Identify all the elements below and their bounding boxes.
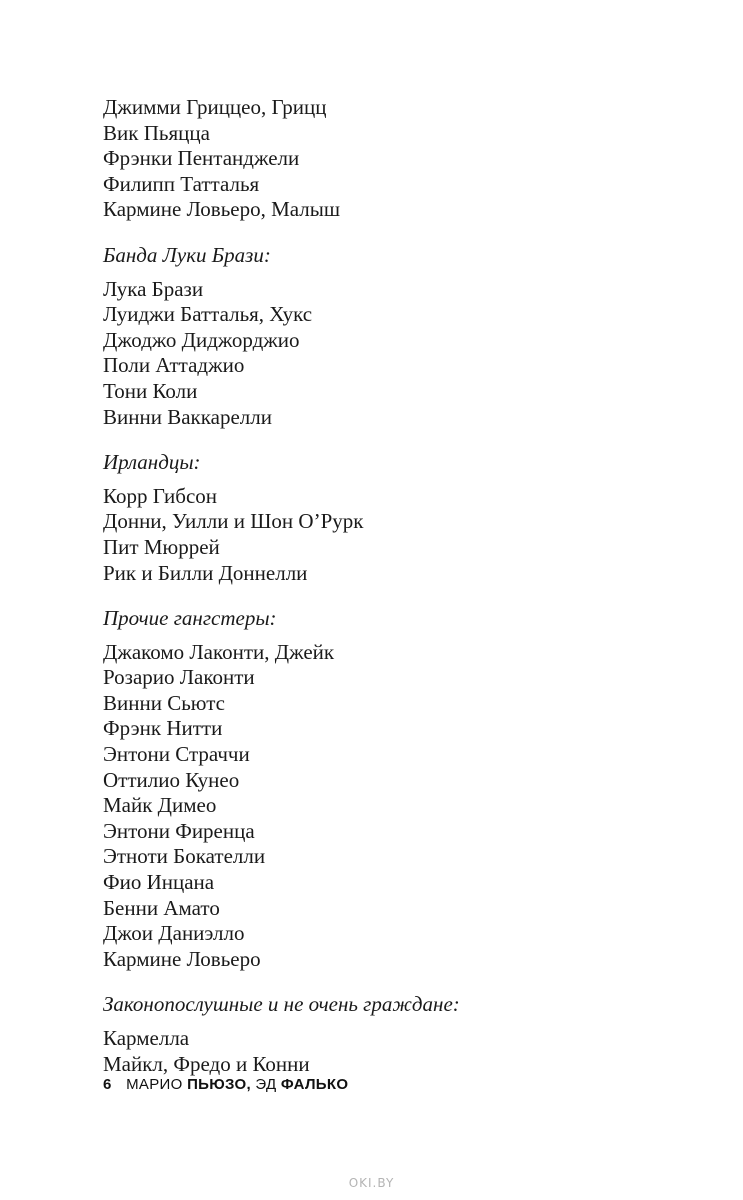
section-heading: Законопослушные и не очень граждане: <box>103 992 460 1017</box>
name-item: Джимми Гриццео, Грицц <box>103 95 327 119</box>
coauthor-last-name: ФАЛЬКО <box>280 1076 349 1093</box>
name-item: Рик и Билли Доннелли <box>103 560 308 585</box>
name-list <box>103 1026 663 1077</box>
section-luca-brasi-gang <box>103 243 663 430</box>
section-family-members <box>103 95 663 223</box>
watermark: OKI.BY <box>348 1176 395 1190</box>
section-heading: Банда Луки Брази: <box>103 242 271 267</box>
name-list <box>103 277 663 431</box>
name-item: Джои Даниэлло <box>103 921 245 946</box>
name-item: Джоджо Диджорджио <box>103 327 300 352</box>
name-item: Поли Аттаджио <box>103 353 245 378</box>
name-item: Розарио Лаконти <box>103 665 255 690</box>
section-other-gangsters <box>103 606 663 972</box>
name-list <box>103 95 663 223</box>
name-item: Кармине Ловьеро <box>103 946 261 971</box>
name-item: Донни, Уилли и Шон О’Рурк <box>103 509 364 534</box>
character-list <box>103 95 663 1077</box>
name-item: Фрэнк Нитти <box>103 716 223 741</box>
name-item: Майк Димео <box>103 793 217 818</box>
coauthor-first-name: ЭД <box>255 1076 277 1093</box>
name-item: Лука Брази <box>103 276 204 301</box>
page-number: 6 <box>103 1076 112 1093</box>
author-last-name: ПЬЮЗО <box>187 1076 247 1093</box>
section-irish <box>103 450 663 586</box>
name-item: Кармелла <box>103 1026 190 1050</box>
section-heading: Прочие гангстеры: <box>103 606 277 631</box>
name-item: Майкл, Фредо и Конни <box>103 1051 310 1076</box>
name-item: Винни Сьютс <box>103 690 225 715</box>
section-heading: Ирландцы: <box>103 450 201 475</box>
name-item: Пит Мюррей <box>103 534 220 559</box>
name-item: Фрэнки Пентанджели <box>103 146 300 171</box>
name-item: Джакомо Лаконти, Джейк <box>103 639 335 664</box>
name-list <box>103 640 663 973</box>
name-item: Кармине Ловьеро, Малыш <box>103 197 341 222</box>
author-first-name: МАРИО <box>126 1076 183 1093</box>
name-item: Винни Ваккарелли <box>103 404 272 429</box>
running-footer <box>103 1076 348 1093</box>
name-item: Корр Гибсон <box>103 483 218 508</box>
name-item: Энтони Фиренца <box>103 818 255 843</box>
name-item: Вик Пьяцца <box>103 120 210 145</box>
name-list <box>103 484 663 586</box>
name-item: Луиджи Батталья, Хукс <box>103 302 313 327</box>
section-law-abiding-citizens <box>103 992 663 1077</box>
name-item: Филипп Татталья <box>103 171 260 196</box>
name-item: Фио Инцана <box>103 870 215 895</box>
author-separator: , <box>246 1076 251 1093</box>
name-item: Тони Коли <box>103 378 198 403</box>
name-item: Энтони Страччи <box>103 742 250 767</box>
name-item: Бенни Амато <box>103 895 220 920</box>
name-item: Этноти Бокателли <box>103 844 266 869</box>
name-item: Оттилио Кунео <box>103 767 240 792</box>
